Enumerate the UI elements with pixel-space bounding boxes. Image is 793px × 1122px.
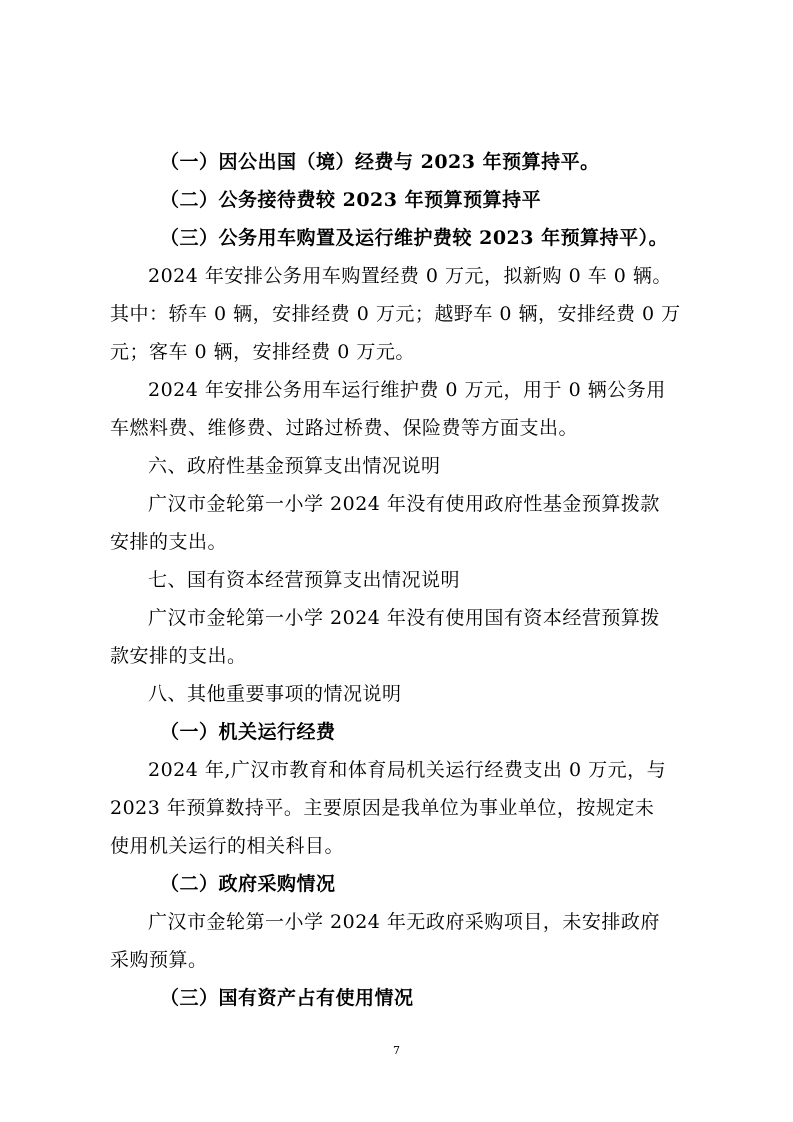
section-heading-other-matters: 八、其他重要事项的情况说明 <box>148 683 402 705</box>
subsection-heading-reception: （二）公务接待费较 2023 年预算预算持平 <box>160 189 542 211</box>
paragraph-line: 车燃料费、维修费、过路过桥费、保险费等方面支出。 <box>110 417 579 439</box>
paragraph-line: 元；客车 0 辆，安排经费 0 万元。 <box>110 341 415 363</box>
page-number: 7 <box>393 1044 400 1057</box>
paragraph-line: 使用机关运行的相关科目。 <box>110 835 345 857</box>
subsection-heading-vehicles: （三）公务用车购置及运行维护费较 2023 年预算持平）。 <box>160 227 669 249</box>
subsection-heading-procurement: （二）政府采购情况 <box>160 873 336 895</box>
subsection-heading-operating-expenses: （一）机关运行经费 <box>160 721 336 743</box>
section-heading-state-capital: 七、国有资本经营预算支出情况说明 <box>148 569 461 591</box>
paragraph-line: 广汉市金轮第一小学 2024 年没有使用政府性基金预算拨款 <box>148 493 660 515</box>
subsection-heading-overseas-travel: （一）因公出国（境）经费与 2023 年预算持平。 <box>160 151 600 173</box>
paragraph-line: 2023 年预算数持平。主要原因是我单位为事业单位，按规定未 <box>110 797 655 819</box>
paragraph-line: 2024 年,广汉市教育和体育局机关运行经费支出 0 万元，与 <box>148 759 667 781</box>
paragraph-line: 采购预算。 <box>110 949 208 971</box>
paragraph-line: 其中：轿车 0 辆，安排经费 0 万元；越野车 0 辆，安排经费 0 万 <box>110 303 681 325</box>
paragraph-line: 广汉市金轮第一小学 2024 年无政府采购项目，未安排政府 <box>148 911 660 933</box>
paragraph-line: 2024 年安排公务用车购置经费 0 万元，拟新购 0 车 0 辆。 <box>148 265 672 287</box>
paragraph-line: 款安排的支出。 <box>110 645 247 667</box>
subsection-heading-state-assets: （三）国有资产占有使用情况 <box>160 987 414 1009</box>
section-heading-government-fund: 六、政府性基金预算支出情况说明 <box>148 455 441 477</box>
paragraph-line: 广汉市金轮第一小学 2024 年没有使用国有资本经营预算拨 <box>148 607 660 629</box>
paragraph-line: 安排的支出。 <box>110 531 228 553</box>
paragraph-line: 2024 年安排公务用车运行维护费 0 万元，用于 0 辆公务用 <box>148 379 666 401</box>
